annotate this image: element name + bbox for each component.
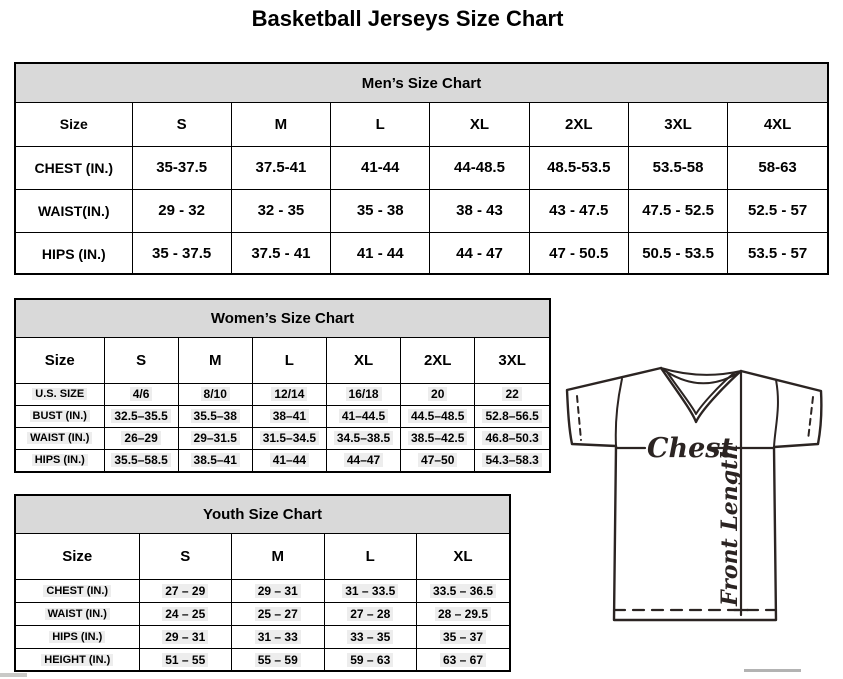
mens-chart-title: Men’s Size Chart: [16, 64, 827, 103]
value-cell: 29 – 31: [139, 625, 232, 648]
size-column-header: 4XL: [728, 103, 827, 146]
measurement-row: [16, 579, 509, 602]
value-cell: 25 – 27: [232, 602, 325, 625]
value-cell: 44.5–48.5: [401, 405, 475, 427]
size-column-header: S: [104, 338, 178, 383]
value-cell: 53.5-58: [628, 146, 727, 189]
size-column-header: 3XL: [475, 338, 549, 383]
right-armhole-seam: [774, 380, 778, 447]
youth-size-table: [16, 534, 509, 671]
value-cell: 8/10: [178, 383, 252, 405]
row-label-cell: HIPS (IN.): [16, 625, 139, 648]
left-armhole-seam: [616, 379, 622, 446]
womens-size-table: [16, 338, 549, 471]
measurement-row: [16, 189, 827, 232]
size-column-header: 3XL: [628, 103, 727, 146]
value-cell: 50.5 - 53.5: [628, 232, 727, 275]
womens-size-chart: [14, 298, 551, 473]
value-cell: 47–50: [401, 449, 475, 471]
youth-chart-title: Youth Size Chart: [16, 496, 509, 534]
row-label-cell: HIPS (IN.): [16, 232, 132, 275]
row-label-cell: U.S. SIZE: [16, 383, 104, 405]
value-cell: 47.5 - 52.5: [628, 189, 727, 232]
value-cell: 34.5–38.5: [326, 427, 400, 449]
right-cuff-dashed-line: [808, 397, 813, 440]
value-cell: 41–44: [252, 449, 326, 471]
value-cell: 16/18: [326, 383, 400, 405]
row-label-cell: BUST (IN.): [16, 405, 104, 427]
mens-size-chart: [14, 62, 829, 275]
measurement-row: [16, 449, 549, 471]
size-column-header: XL: [430, 103, 529, 146]
value-cell: 29 – 31: [232, 579, 325, 602]
value-cell: 27 – 28: [324, 602, 417, 625]
value-cell: 48.5-53.5: [529, 146, 628, 189]
measurement-row: [16, 232, 827, 275]
scrollbar-fragment-right: [744, 669, 801, 672]
value-cell: 4/6: [104, 383, 178, 405]
value-cell: 37.5-41: [231, 146, 330, 189]
value-cell: 28 – 29.5: [417, 602, 510, 625]
value-cell: 44-48.5: [430, 146, 529, 189]
value-cell: 41–44.5: [326, 405, 400, 427]
header-row: [16, 338, 549, 383]
size-column-header: M: [178, 338, 252, 383]
value-cell: 35 - 37.5: [132, 232, 231, 275]
value-cell: 46.8–50.3: [475, 427, 549, 449]
value-cell: 35 - 38: [331, 189, 430, 232]
value-cell: 24 – 25: [139, 602, 232, 625]
value-cell: 58-63: [728, 146, 827, 189]
value-cell: 41 - 44: [331, 232, 430, 275]
value-cell: 53.5 - 57: [728, 232, 827, 275]
size-column-header: XL: [326, 338, 400, 383]
row-label-cell: CHEST (IN.): [16, 579, 139, 602]
value-cell: 35-37.5: [132, 146, 231, 189]
header-row: [16, 534, 509, 579]
value-cell: 44–47: [326, 449, 400, 471]
value-cell: 29–31.5: [178, 427, 252, 449]
measurement-row: [16, 405, 549, 427]
value-cell: 35.5–38: [178, 405, 252, 427]
size-column-header: 2XL: [401, 338, 475, 383]
measurement-row: [16, 602, 509, 625]
front-length-label: Front Length: [717, 443, 743, 606]
value-cell: 26–29: [104, 427, 178, 449]
value-cell: 35.5–58.5: [104, 449, 178, 471]
measurement-row: [16, 625, 509, 648]
size-column-header: L: [252, 338, 326, 383]
youth-size-chart: [14, 494, 511, 672]
row-label-cell: HEIGHT (IN.): [16, 648, 139, 671]
value-cell: 32.5–35.5: [104, 405, 178, 427]
value-cell: 32 - 35: [231, 189, 330, 232]
value-cell: 37.5 - 41: [231, 232, 330, 275]
size-column-header: S: [139, 534, 232, 579]
row-label-cell: WAIST (IN.): [16, 427, 104, 449]
value-cell: 12/14: [252, 383, 326, 405]
value-cell: 63 – 67: [417, 648, 510, 671]
size-column-header: M: [232, 534, 325, 579]
value-cell: 35 – 37: [417, 625, 510, 648]
value-cell: 38–41: [252, 405, 326, 427]
page-title: Basketball Jerseys Size Chart: [251, 6, 564, 31]
row-label-cell: CHEST (IN.): [16, 146, 132, 189]
header-row: [16, 103, 827, 146]
size-column-header: XL: [417, 534, 510, 579]
value-cell: 29 - 32: [132, 189, 231, 232]
value-cell: 52.8–56.5: [475, 405, 549, 427]
value-cell: 38.5–41: [178, 449, 252, 471]
measurement-row: [16, 383, 549, 405]
value-cell: 31.5–34.5: [252, 427, 326, 449]
chest-label: Chest: [647, 433, 733, 464]
collar-back-arc: [661, 368, 741, 375]
value-cell: 20: [401, 383, 475, 405]
value-cell: 31 – 33.5: [324, 579, 417, 602]
value-cell: 43 - 47.5: [529, 189, 628, 232]
jersey-outline: [567, 368, 821, 620]
value-cell: 51 – 55: [139, 648, 232, 671]
measurement-row: [16, 427, 549, 449]
measurement-row: [16, 146, 827, 189]
mens-size-table: [16, 103, 827, 275]
value-cell: 52.5 - 57: [728, 189, 827, 232]
size-column-header: M: [231, 103, 330, 146]
row-label-cell: WAIST (IN.): [16, 602, 139, 625]
value-cell: 38 - 43: [430, 189, 529, 232]
scrollbar-fragment-left: [0, 673, 27, 677]
value-cell: 31 – 33: [232, 625, 325, 648]
size-column-header: S: [132, 103, 231, 146]
size-column-header: L: [324, 534, 417, 579]
left-cuff-dashed-line: [577, 396, 581, 440]
size-column-header: 2XL: [529, 103, 628, 146]
value-cell: 44 - 47: [430, 232, 529, 275]
value-cell: 55 – 59: [232, 648, 325, 671]
measurement-row: [16, 648, 509, 671]
size-header-cell: Size: [16, 338, 104, 383]
value-cell: 54.3–58.3: [475, 449, 549, 471]
value-cell: 59 – 63: [324, 648, 417, 671]
value-cell: 38.5–42.5: [401, 427, 475, 449]
value-cell: 22: [475, 383, 549, 405]
jersey-measurement-diagram: [556, 362, 836, 628]
value-cell: 33 – 35: [324, 625, 417, 648]
row-label-cell: WAIST(IN.): [16, 189, 132, 232]
size-header-cell: Size: [16, 534, 139, 579]
size-header-cell: Size: [16, 103, 132, 146]
value-cell: 27 – 29: [139, 579, 232, 602]
value-cell: 47 - 50.5: [529, 232, 628, 275]
row-label-cell: HIPS (IN.): [16, 449, 104, 471]
size-column-header: L: [331, 103, 430, 146]
womens-chart-title: Women’s Size Chart: [16, 300, 549, 338]
value-cell: 33.5 – 36.5: [417, 579, 510, 602]
value-cell: 41-44: [331, 146, 430, 189]
